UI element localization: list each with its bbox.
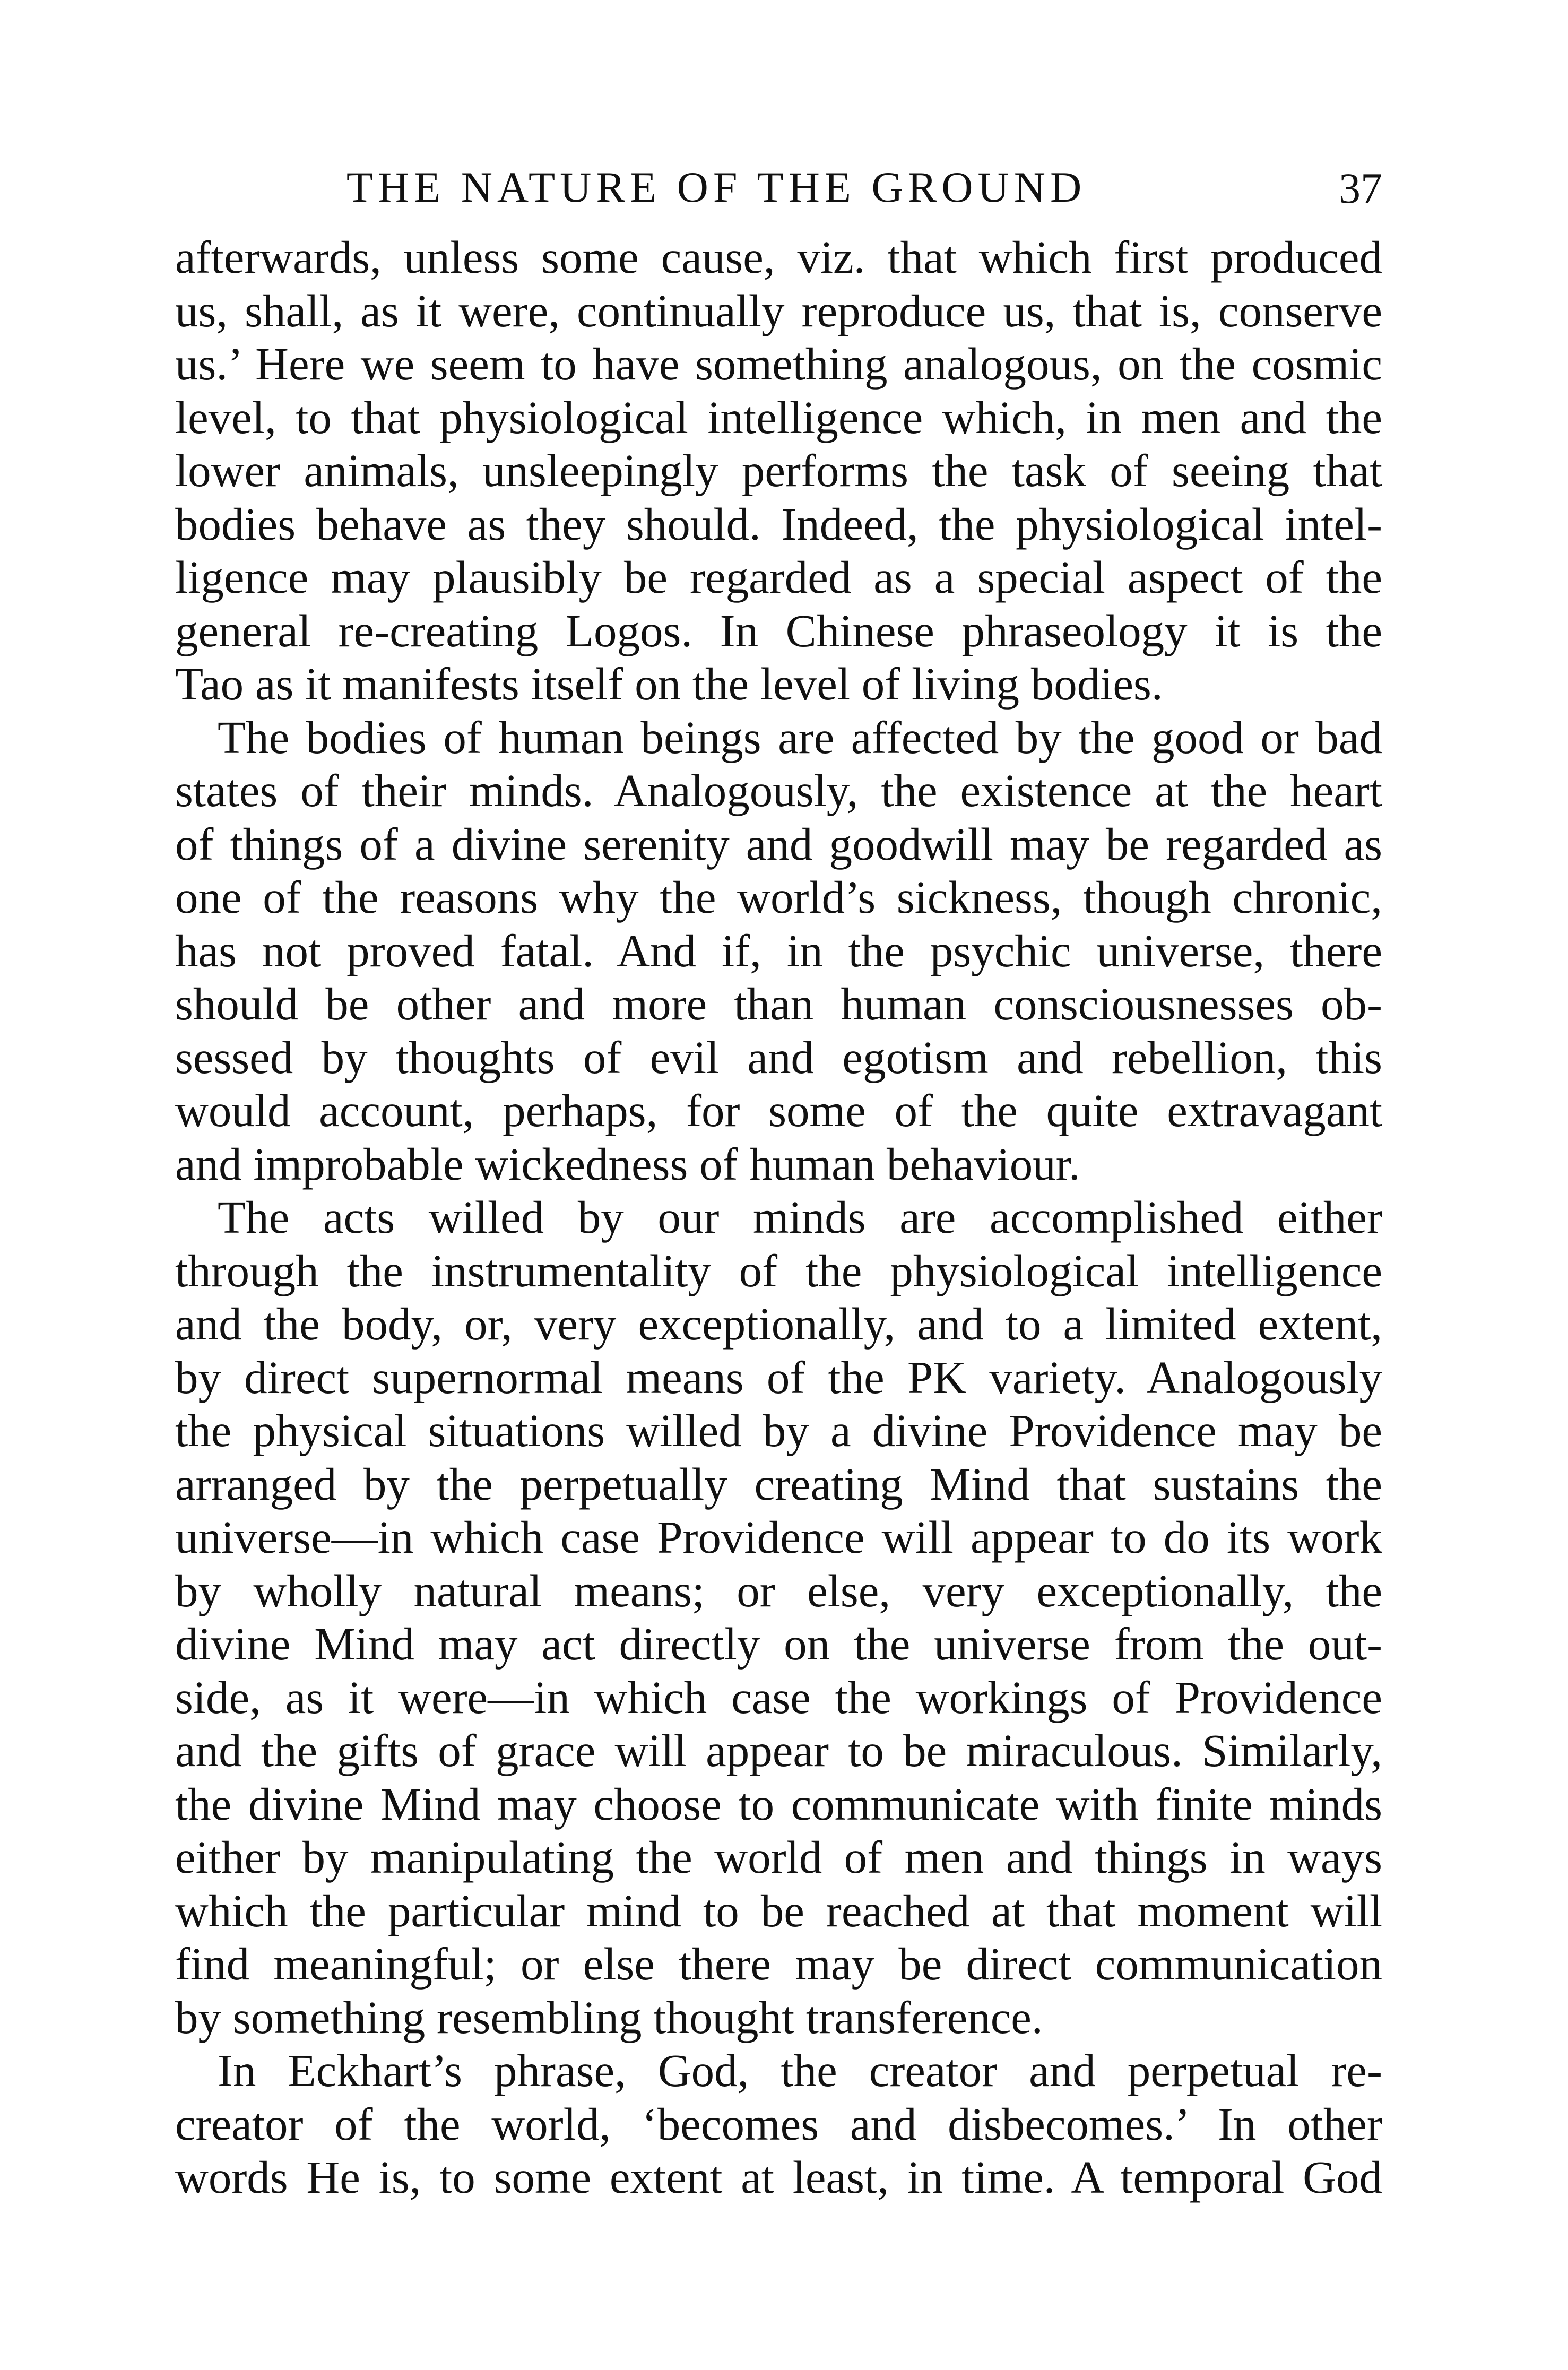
text-line: should be other and more than human consciousnesses ob- [175, 978, 1382, 1030]
text-line: words He is, to some extent at least, in time. A temporal God [175, 2151, 1382, 2203]
text-line: The bodies of human beings are affected by the good or bad [218, 711, 1382, 763]
page-number: 37 [1339, 164, 1382, 212]
text-line: general re-creating Logos. In Chinese phraseology it is the [175, 604, 1382, 656]
text-line: The acts willed by our minds are accomplished either [218, 1191, 1382, 1243]
text-line: us.’ Here we seem to have something analogous, on the cosmic [175, 338, 1382, 390]
paragraph-4 [175, 2044, 1382, 2204]
text-line: Tao as it manifests itself on the level of living bodies. [175, 658, 1163, 710]
paragraph-3 [175, 1191, 1382, 2044]
text-line: one of the reasons why the world’s sickness, though chronic, [175, 871, 1382, 923]
text-line: either by manipulating the world of men and things in ways [175, 1831, 1382, 1883]
text-line: us, shall, as it were, continually reproduce us, that is, conserve [175, 284, 1382, 336]
text-line: level, to that physiological intelligence which, in men and the [175, 391, 1382, 443]
text-line: creator of the world, ‘becomes and disbecomes.’ In other [175, 2098, 1382, 2150]
text-line: and improbable wickedness of human behaviour. [175, 1138, 1080, 1190]
text-line: afterwards, unless some cause, viz. that which first produced [175, 231, 1382, 283]
text-line: and the gifts of grace will appear to be miraculous. Similarly, [175, 1725, 1382, 1776]
text-line: the divine Mind may choose to communicate with finite minds [175, 1778, 1382, 1830]
text-line: states of their minds. Analogously, the existence at the heart [175, 765, 1382, 816]
text-line: universe—in which case Providence will appear to do its work [175, 1511, 1382, 1563]
paragraph-2 [175, 711, 1382, 1191]
text-line: side, as it were—in which case the workings of Providence [175, 1671, 1382, 1723]
running-title: THE NATURE OF THE GROUND [346, 163, 1087, 211]
paragraph-1 [175, 231, 1382, 711]
body-text [175, 231, 1382, 2204]
text-line: arranged by the perpetually creating Mind that sustains the [175, 1458, 1382, 1510]
text-line: would account, perhaps, for some of the quite extravagant [175, 1085, 1382, 1136]
text-line: by something resembling thought transference. [175, 1991, 1043, 2043]
text-line: lower animals, unsleepingly performs the task of seeing that [175, 445, 1382, 496]
text-line: which the particular mind to be reached at that moment will [175, 1884, 1382, 1936]
text-line: has not proved fatal. And if, in the psychic universe, there [175, 924, 1382, 976]
text-line: sessed by thoughts of evil and egotism and rebellion, this [175, 1031, 1382, 1083]
text-line: find meaningful; or else there may be direct communication [175, 1938, 1382, 1990]
text-line: through the instrumentality of the physiological intelligence [175, 1244, 1382, 1296]
text-line: the physical situations willed by a divine Providence may be [175, 1405, 1382, 1456]
text-line: and the body, or, very exceptionally, and to a limited extent, [175, 1298, 1382, 1350]
text-line: ligence may plausibly be regarded as a special aspect of the [175, 551, 1382, 603]
text-line: by direct supernormal means of the PK variety. Analogously [175, 1351, 1382, 1403]
text-line: bodies behave as they should. Indeed, the physiological intel- [175, 498, 1382, 550]
text-line: of things of a divine serenity and goodwill may be regarded as [175, 818, 1382, 870]
running-head [175, 151, 1382, 220]
text-line: by wholly natural means; or else, very exceptionally, the [175, 1564, 1382, 1616]
text-line: divine Mind may act directly on the universe from the out- [175, 1618, 1382, 1670]
text-line: In Eckhart’s phrase, God, the creator and perpetual re- [218, 2045, 1382, 2096]
